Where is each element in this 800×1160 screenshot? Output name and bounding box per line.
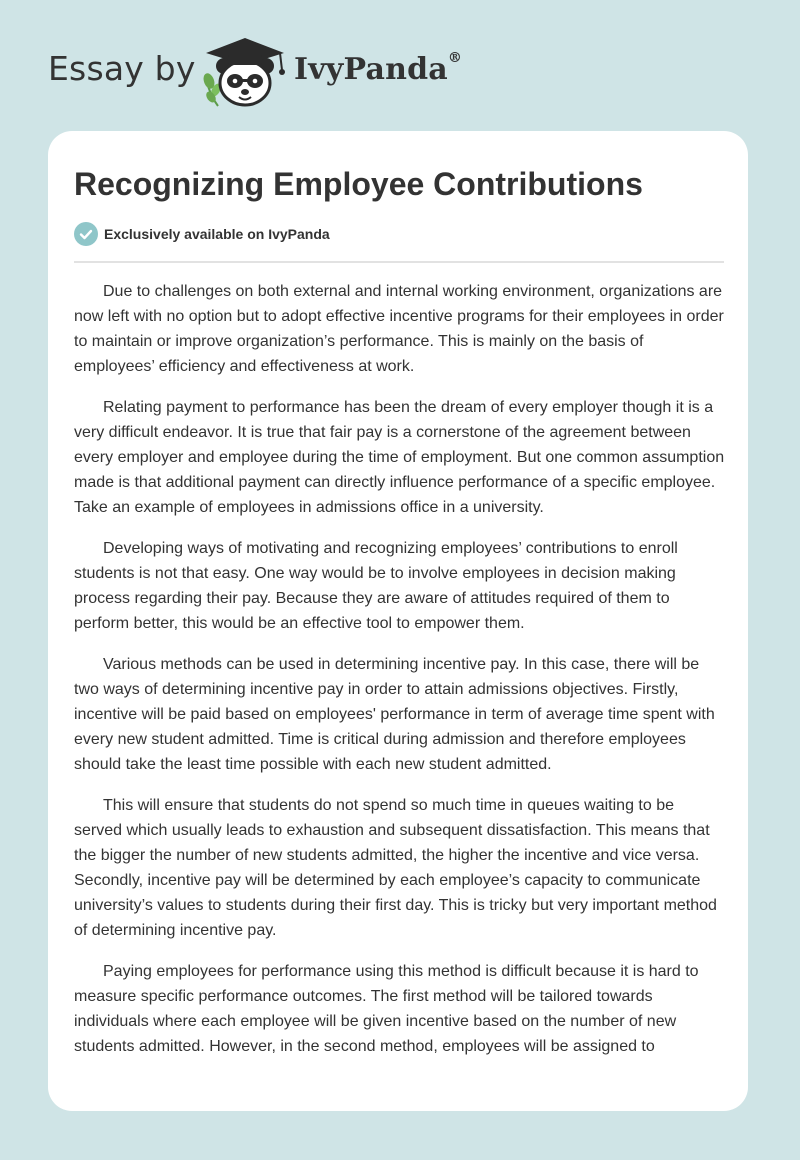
page-title: Recognizing Employee Contributions (74, 166, 643, 202)
panda-logo-icon (200, 36, 290, 110)
availability-badge (74, 222, 330, 246)
check-circle-icon (74, 222, 98, 246)
paragraph: Paying employees for performance using this method is difficult because it is hard to measure specific performance outcomes. The first method will be tailored towards individuals where each employee will be given incentive based on the number of new students admitted. However, in the second method, employees will be assigned to (74, 963, 699, 1055)
paragraph: Developing ways of motivating and recognizing employees’ contributions to enroll students is not that easy. One way would be to involve employees in decision making process regarding their pay. Because they are aware of attitudes required of them to perform better, this would be an effective tool to empower them. (74, 540, 678, 632)
paragraph: This will ensure that students do not spend so much time in queues waiting to be served which usually leads to exhaustion and subsequent dissatisfaction. This means that the bigger the number of new students admitted, the higher the incentive and vice versa. Secondly, incentive pay will be determined by each employee’s capacity to communicate university’s values to students during their first day. This is tricky but very important method of determining incentive pay. (74, 797, 717, 939)
paragraph: Various methods can be used in determining incentive pay. In this case, there will be two ways of determining incentive pay in order to attain admissions objectives. Firstly, incentive will be paid based on employees' performance in term of average time spent with every new student admitted. Time is critical during admission and therefore employees should take the least time possible with each new student admitted. (74, 656, 715, 773)
paragraph: Relating payment to performance has been the dream of every employer though it is a very difficult endeavor. It is true that fair pay is a cornerstone of the agreement between every employer and employee during the time of employment. But one common assumption made is that additional payment can directly influence performance of a specific employee. Take an example of employees in admissions office in a university. (74, 399, 725, 516)
essay-by-label: Essay by (48, 49, 196, 88)
title-divider (74, 261, 724, 263)
site-header (0, 0, 800, 120)
availability-text: Exclusively available on IvyPanda (104, 226, 330, 242)
brand-text: IvyPanda (294, 52, 448, 87)
essay-card (48, 131, 748, 1111)
essay-body (74, 279, 726, 1075)
brand-name[interactable] (294, 52, 462, 87)
paragraph: Due to challenges on both external and internal working environment, organizations are now left with no option but to adopt effective incentive programs for their employees in order to maintain or improve organization’s performance. This is mainly on the basis of employees’ efficiency and effectiveness at work. (74, 283, 724, 375)
registered-mark: ® (447, 50, 463, 66)
